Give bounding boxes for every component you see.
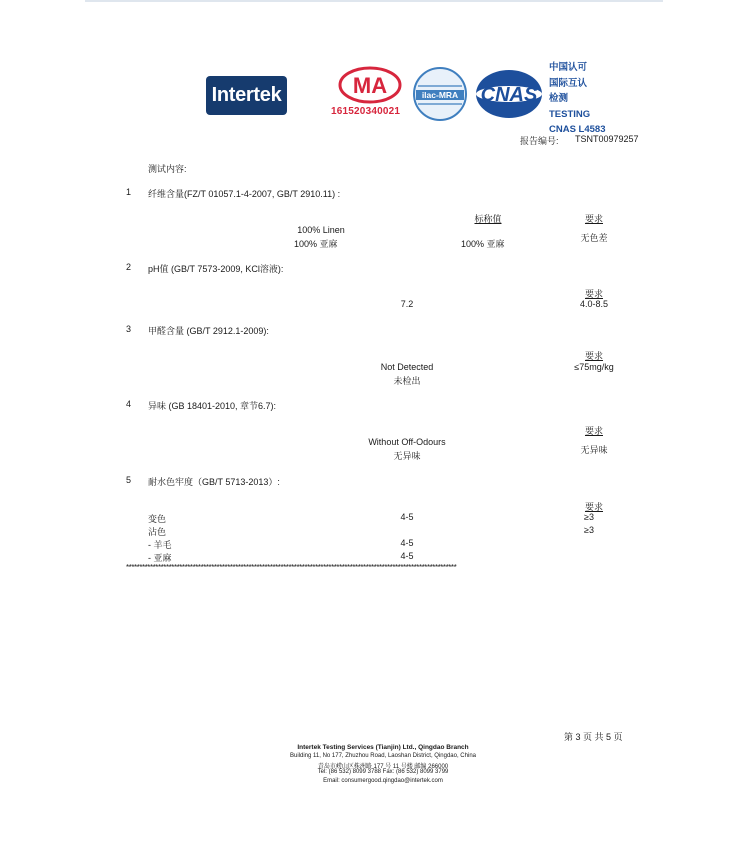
fastness-row-label: 沾色: [148, 527, 167, 537]
cnas-logo: [474, 68, 544, 120]
footer-email: Email: consumergood.qingdao@intertek.com: [323, 778, 443, 784]
requirement-label: 要求: [584, 426, 603, 436]
requirement-label: 要求: [584, 214, 603, 224]
page-number: 第 3 页 共 5 页: [564, 732, 623, 742]
test-result-en: 100% Linen: [297, 225, 345, 235]
fastness-row-label: - 亚麻: [148, 553, 172, 563]
requirement-label: 要求: [584, 289, 603, 299]
footer-address-cn: 青岛市崂山区株洲路 177 号 11 号楼 邮编 266000: [317, 764, 449, 770]
test-title: 耐水色牢度（GB/T 5713-2013）:: [148, 477, 280, 487]
requirement-value: 4.0-8.5: [579, 299, 609, 309]
ma-logo-text: MA: [352, 73, 388, 98]
test-result: 7.2: [400, 299, 414, 309]
test-result-en: Without Off-Odours: [368, 437, 446, 447]
end-of-report-marker: ****************************************************************************************************************************: [126, 563, 457, 572]
test-number: 1: [126, 187, 132, 197]
cnas-text-line: 国际互认: [549, 77, 588, 89]
test-title: 纤维含量(FZ/T 01057.1-4-2007, GB/T 2910.11) :: [148, 189, 341, 199]
cnas-logo-text: CNAS: [480, 84, 538, 106]
fastness-row-requirement: ≥3: [584, 512, 594, 522]
report-number-label: 报告编号:: [520, 136, 559, 146]
ma-number: 161520340021: [331, 106, 401, 117]
test-number: 4: [126, 399, 132, 409]
requirement-label: 要求: [584, 351, 603, 361]
top-rule: [85, 0, 663, 2]
requirement-value: ≤75mg/kg: [574, 362, 614, 372]
requirement-value: 无色差: [580, 233, 608, 243]
cnas-text-line: 中国认可: [549, 62, 588, 73]
ilac-logo-text: ilac-MRA: [421, 90, 459, 100]
test-title: 甲醛含量 (GB/T 2912.1-2009):: [148, 326, 269, 336]
cnas-text-line: CNAS L4583: [549, 124, 606, 135]
fastness-row-requirement: ≥3: [584, 525, 594, 535]
footer-company: Intertek Testing Services (Tianjin) Ltd., Qingdao Branch: [297, 744, 469, 751]
test-title: 异味 (GB 18401-2010, 章节6.7):: [148, 401, 277, 411]
intertek-logo: Intertek: [206, 76, 287, 115]
test-number: 2: [126, 262, 132, 272]
test-result-cn: 100% 亚麻: [294, 239, 338, 249]
test-number: 3: [126, 324, 132, 334]
test-result-en: Not Detected: [380, 362, 434, 372]
requirement-label: 要求: [584, 502, 603, 512]
test-number: 5: [126, 475, 132, 485]
fastness-row-value: 4-5: [400, 512, 414, 522]
test-result-cn: 未检出: [393, 376, 421, 386]
test-title: pH值 (GB/T 7573-2009, KCl溶液):: [148, 264, 284, 274]
cnas-text-line: 检测: [549, 93, 569, 104]
nominal-value: 100% 亚麻: [461, 239, 505, 249]
fastness-row-label: 变色: [148, 514, 167, 524]
nominal-label: 标称值: [474, 214, 502, 224]
fastness-row-label: - 羊毛: [148, 540, 172, 550]
requirement-value: 无异味: [580, 445, 608, 455]
fastness-row-value: 4-5: [400, 538, 414, 548]
test-items-label: 测试内容:: [148, 164, 187, 174]
ma-logo: [332, 64, 408, 120]
test-result-cn: 无异味: [393, 451, 421, 461]
footer-phone: Tel: (86 532) 8099 3788 Fax: (86 532) 8099 3799: [317, 769, 449, 775]
cnas-accreditation-text: [549, 60, 606, 138]
cnas-text-line: TESTING: [549, 108, 591, 120]
fastness-row-value: 4-5: [400, 551, 414, 561]
report-number: TSNT00979257: [575, 134, 639, 144]
ilac-mra-logo: [412, 66, 468, 122]
footer-address-en: Building 11, No 177, Zhuzhou Road, Laoshan District, Qingdao, China: [289, 753, 476, 759]
